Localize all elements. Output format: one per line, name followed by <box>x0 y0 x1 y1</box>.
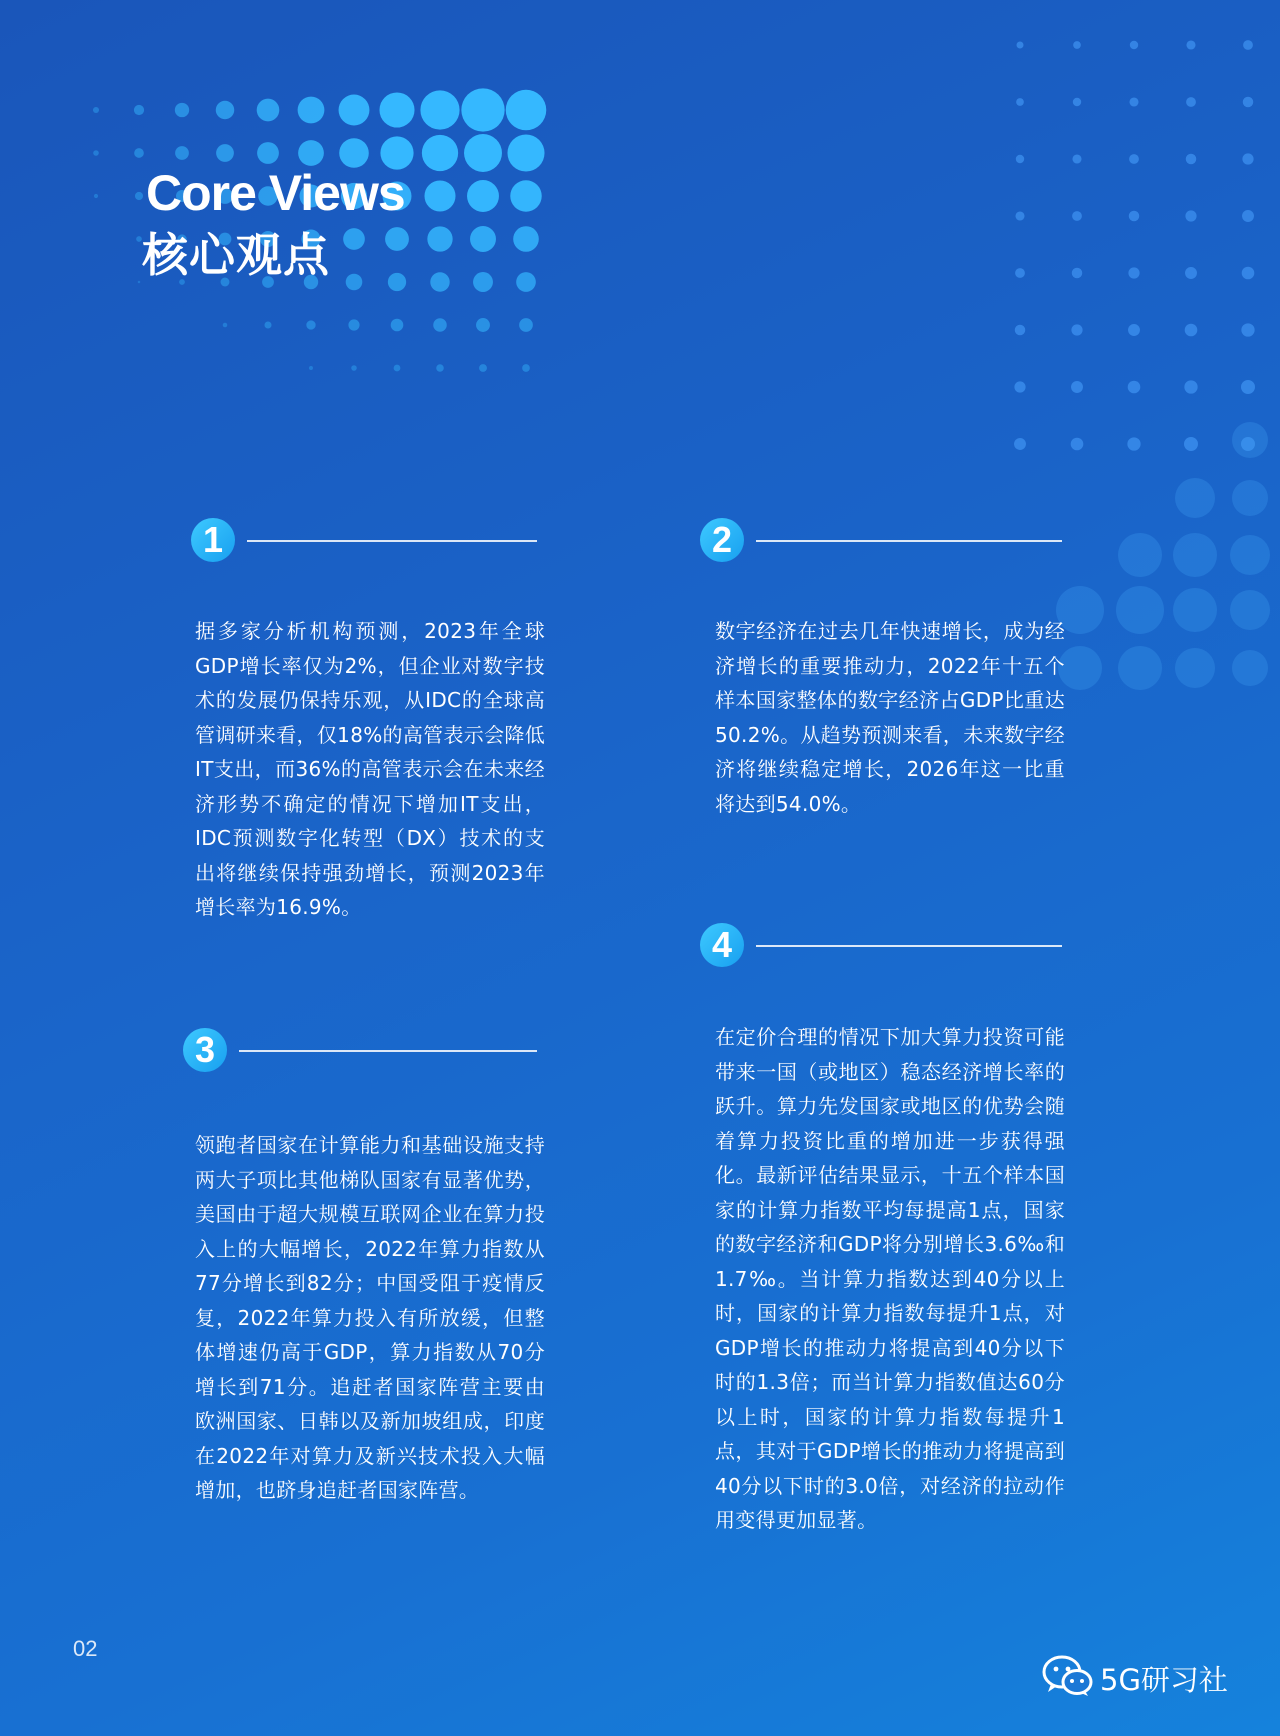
section-4-number-badge: 4 <box>700 923 744 967</box>
decorative-dot <box>522 364 530 372</box>
decorative-dot <box>1071 438 1084 451</box>
decorative-dot <box>138 281 141 284</box>
decorative-dot <box>306 320 315 329</box>
decorative-dot <box>1015 325 1026 336</box>
decorative-dot <box>1014 381 1025 392</box>
decorative-dot <box>1071 381 1083 393</box>
decorative-dot <box>424 180 455 211</box>
decorative-dot <box>298 97 325 124</box>
decorative-dot <box>388 273 406 291</box>
decorative-dot <box>473 272 493 292</box>
decorative-dot <box>339 95 370 126</box>
decorative-dot <box>1016 98 1024 106</box>
decorative-dot <box>1186 154 1197 165</box>
decorative-dot <box>264 321 271 328</box>
decorative-dot <box>507 134 544 171</box>
section-3-header <box>183 1028 537 1074</box>
decorative-dot <box>134 148 144 158</box>
decorative-dot <box>351 365 357 371</box>
decorative-dot <box>1243 97 1254 108</box>
decorative-dot <box>93 150 99 156</box>
decorative-dot <box>1118 646 1162 690</box>
section-1-number-badge: 1 <box>191 518 235 562</box>
decorative-dot <box>216 144 234 162</box>
decorative-dot <box>1072 268 1083 279</box>
section-1-divider <box>247 540 537 542</box>
section-1-text: 据多家分析机构预测，2023年全球GDP增长率仅为2%，但企业对数字技术的发展仍保持乐观，从IDC的全球高管调研来看，仅18%的高管表示会降低IT支出，而36%的高管表示会在未来经济形势不确定的情况下增加IT支出，IDC预测数字化转型（DX）技术的支出将继续保持强劲增长，预测2023年增长率为16.9%。 <box>195 619 545 919</box>
decorative-dot <box>1128 381 1141 394</box>
decorative-dot <box>134 105 144 115</box>
decorative-dot <box>436 364 444 372</box>
decorative-dot <box>1184 437 1198 451</box>
decorative-dot <box>464 134 502 172</box>
decorative-dot <box>175 103 189 117</box>
decorative-dot <box>506 90 547 131</box>
decorative-dot <box>216 101 234 119</box>
brand-name: 5G研习社 <box>1100 1662 1228 1697</box>
decorative-dot <box>1015 268 1025 278</box>
decorative-dot <box>467 180 499 212</box>
page-number: 02 <box>73 1636 98 1661</box>
section-4-text: 在定价合理的情况下加大算力投资可能带来一国（或地区）稳态经济增长率的跃升。算力先发国家或地区的优势会随着算力投资比重的增加进一步获得强化。最新评估结果显示，十五个样本国家的计算力指数平均每提高1点，国家的数字经济和GDP将分别增长3.6‰和1.7‰。当计算力指数达到40分以上时，国家的计算力指数每提升1点，对GDP增长的推动力将提高到40分以下时的1.3倍；而当计算力指数值达60分以上时，国家的计算力指数每提升1点，其对于GDP增长的推动力将提高到40分以下时的3.0倍，对经济的拉动作用变得更加显著。 <box>715 1025 1065 1532</box>
decorative-dot <box>479 364 487 372</box>
decorative-dot <box>470 226 496 252</box>
section-2-header <box>700 518 1062 564</box>
decorative-dot <box>510 180 541 211</box>
section-4-divider <box>756 945 1062 947</box>
section-2-number-badge: 2 <box>700 518 744 562</box>
decorative-dot <box>422 135 458 171</box>
decorative-dot <box>1230 590 1270 630</box>
decorative-dot <box>513 226 539 252</box>
decorative-dot <box>1232 650 1268 686</box>
decorative-dot <box>1118 533 1162 577</box>
decorative-dot <box>136 236 142 242</box>
decorative-dot <box>1016 155 1024 163</box>
decorative-dot <box>433 318 447 332</box>
decorative-dot <box>1241 323 1254 336</box>
decorative-dot <box>1072 154 1081 163</box>
decorative-dot <box>516 272 536 292</box>
decorative-dot <box>1230 535 1270 575</box>
decorative-dot <box>1232 480 1268 516</box>
decorative-dot <box>1241 380 1255 394</box>
decorative-dot <box>1129 154 1139 164</box>
decorative-dot <box>94 194 98 198</box>
decorative-dot <box>1015 211 1024 220</box>
decorative-dot <box>1116 586 1164 634</box>
decorative-dot <box>348 319 359 330</box>
decorative-dot <box>1175 478 1215 518</box>
decorative-dot <box>1014 438 1026 450</box>
decorative-dot <box>1173 533 1217 577</box>
decorative-dot <box>1243 40 1253 50</box>
decorative-dot <box>1242 153 1253 164</box>
decorative-dot <box>1129 97 1138 106</box>
decorative-dot <box>1242 267 1255 280</box>
decorative-dot <box>257 142 279 164</box>
decorative-dot <box>1130 41 1138 49</box>
section-3-number-badge: 3 <box>183 1028 227 1072</box>
decorative-dot <box>1128 324 1140 336</box>
decorative-dot <box>1175 648 1215 688</box>
decorative-dot <box>1242 210 1254 222</box>
decorative-dot <box>309 366 313 370</box>
decorative-dot <box>1185 324 1198 337</box>
section-1-header <box>191 518 537 564</box>
decorative-dot <box>1073 41 1081 49</box>
decorative-dot <box>346 274 363 291</box>
decorative-dot <box>1173 588 1217 632</box>
decorative-dot <box>1232 422 1268 458</box>
decorative-dot <box>1128 267 1139 278</box>
decorative-dot <box>1073 98 1081 106</box>
decorative-dot <box>1185 210 1196 221</box>
section-2-text: 数字经济在过去几年快速增长，成为经济增长的重要推动力，2022年十五个样本国家整体的数字经济占GDP比重达50.2%。从趋势预测来看，未来数字经济将继续稳定增长，2026年这一比重将达到54.0%。 <box>715 619 1065 816</box>
decorative-dot <box>391 319 404 332</box>
decorative-dot <box>298 140 324 166</box>
decorative-dot <box>1186 97 1196 107</box>
decorative-dot <box>394 365 401 372</box>
decorative-dot <box>1072 211 1082 221</box>
decorative-dot <box>430 272 449 291</box>
decorative-dot <box>427 226 452 251</box>
decorative-dot <box>519 318 533 332</box>
decorative-dot <box>1129 211 1140 222</box>
decorative-dot <box>1186 40 1195 49</box>
section-2-divider <box>756 540 1062 542</box>
decorative-dot <box>420 90 459 129</box>
decorative-dot <box>135 192 143 200</box>
decorative-dot <box>93 107 99 113</box>
decorative-dot <box>476 318 490 332</box>
section-3-divider <box>239 1050 537 1052</box>
decorative-dot <box>343 228 365 250</box>
decorative-dot <box>175 146 189 160</box>
decorative-dot <box>1184 380 1197 393</box>
decorative-dot <box>379 92 414 127</box>
section-3-text: 领跑者国家在计算能力和基础设施支持两大子项比其他梯队国家有显著优势，美国由于超大规模互联网企业在算力投入上的大幅增长，2022年算力指数从77分增长到82分；中国受阻于疫情反复，2022年算力投入有所放缓，但整体增速仍高于GDP，算力指数从70分增长到71分。追赶者国家阵营主要由欧洲国家、日韩以及新加坡组成，印度在2022年对算力及新兴技术投入大幅增加，也跻身追赶者国家阵营。 <box>195 1133 545 1502</box>
decorative-dot <box>1017 42 1024 49</box>
decorative-dot <box>385 227 409 251</box>
decorative-dot <box>461 88 504 131</box>
page-title-english: Core Views <box>146 165 405 221</box>
decorative-dot <box>223 323 228 328</box>
decorative-dot <box>257 99 280 122</box>
decorative-dot <box>1071 324 1082 335</box>
page-title-chinese: 核心观点 <box>142 228 330 282</box>
decorative-dot <box>1185 267 1197 279</box>
brand-watermark <box>1042 1656 1228 1700</box>
section-4-header <box>700 923 1062 969</box>
wechat-icon <box>1042 1655 1094 1701</box>
decorative-dot <box>1127 437 1140 450</box>
